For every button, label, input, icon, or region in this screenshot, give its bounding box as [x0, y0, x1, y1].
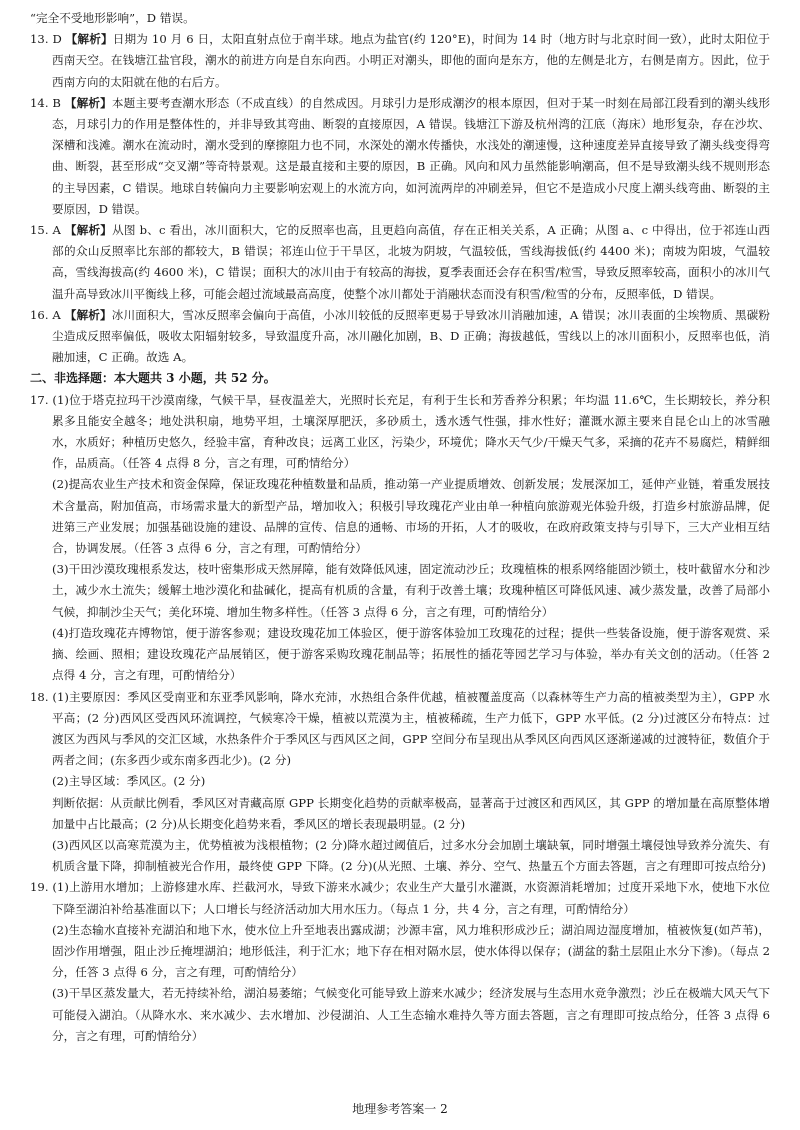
text-line-continued: “完全不受地形影响”，D 错误。: [30, 11, 195, 25]
answer-16-head: 16. A: [30, 307, 61, 322]
answer-15: [30, 220, 770, 305]
answer-14-head: 14. B: [30, 95, 62, 110]
analysis-tag-14: 【解析】: [64, 95, 112, 110]
answer-13-body: 日期为 10 月 6 日，太阳直射点位于南半球。地点为盐官(约 120°E)，时间为 14 时（地方时与北京时间一致），此时太阳位于西南天空。在钱塘江盐官段，潮水的前进方向是自东向西。小明正对潮头，即他的面向是东方，他的左侧是北方，右侧是南方。因此，位于西南方向的太阳就在他的右后方。: [52, 32, 770, 89]
answer-17-part-2: (2)提高农业生产技术和资金保障，保证玫瑰花种植数量和品质，推动第一产业提质增效、创新发展；发展深加工，延伸产业链，着重发展技术含量高，附加值高，市场需求量大的新型产品，增加收入；积极引导玫瑰花产业由单一种植向旅游观光体验升级，打造乡村旅游品牌，促进第三产业发展；加强基础设施的建设、品牌的宣传、信息的通畅、市场的开拓，人才的吸收，在政府政策支持与引导下，三大产业相互结合，协调发展。（任答 3 点得 6 分，言之有理，可酌情给分）: [52, 477, 770, 556]
answer-16-body: 冰川面积大，雪冰反照率会偏向于高值，小冰川较低的反照率更易于导致冰川消融加速，A 错误；冰川表面的尘埃物质、黑碳粉尘造成反照率偏低，吸收太阳辐射较多，导致温度升高，冰川融化加剧，B、D 正确；海拔越低，雪线以上的冰川面积小，反照率也低，消融加速，C 正确。故选 A。: [52, 307, 770, 365]
answer-18-part-1: 18. (1)主要原因：季风区受南亚和东亚季风影响，降水充沛，水热组合条件优越，植被覆盖度高（以森林等生产力高的植被类型为主），GPP 水平高；(2 分)西风区受西风环流调控，气候寒冷干燥，植被以荒漠为主，植被稀疏，生产力低下，GPP 水平低。(2 分)过渡区分布特点：过渡区为西风与季风的交汇区域，水热条件介于季风区与西风区之间，GPP 空间分布呈现出从季风区向西风区逐渐递减的过渡特征，数值介于两者之间；(东多西少或东南多西北少)。(2 分): [30, 689, 770, 768]
answer-18-part-2-basis: 判断依据：从贡献比例看，季风区对青藏高原 GPP 长期变化趋势的贡献率极高，显著高于过渡区和西风区，其 GPP 的增加量在高原整体增加量中占比最高；(2 分)从长期变化趋势来看，季风区的增长表现最明显。(2 分): [52, 795, 770, 831]
answer-17-part-4: (4)打造玫瑰花卉博物馆，便于游客参观；建设玫瑰花加工体验区，便于游客体验加工玫瑰花的过程；提供一些装备设施，便于游客观赏、采摘、绘画、照相；建设玫瑰花产品展销区，便于游客采购玫瑰花制品等；拓展性的插花等园艺学习与体验，举办有关文创的活动。（任答 2 点得 4 分，言之有理，可酌情给分）: [52, 625, 770, 683]
answer-19-part-1: 19. (1)上游用水增加；上游修建水库、拦截河水，导致下游来水减少；农业生产大量引水灌溉，水资源消耗增加；过度开采地下水，使地下水位下降至湖泊补给基准面以下；人口增长与经济活动加大用水压力。（每点 1 分，共 4 分，言之有理，可酌情给分）: [30, 880, 770, 916]
analysis-tag-16: 【解析】: [64, 307, 112, 322]
answer-18-part-2: (2)主导区域：季风区。(2 分): [52, 774, 206, 789]
answer-15-head: 15. A: [30, 223, 61, 238]
answer-13-head: 13. D: [30, 32, 62, 47]
answer-19-part-2: (2)生态输水直接补充湖泊和地下水，使水位上升至地表出露成湖；沙源丰富，风力堆积形成沙丘；湖泊周边湿度增加，植被恢复(如芦苇)，固沙作用增强，阻止沙丘掩埋湖泊；地形低洼，利于汇水；地下存在相对隔水层，使水体得以保存；(湖盆的黏土层阻止水分下渗)。（每点 2 分，任答 3 点得 6 分，言之有理，可酌情给分）: [52, 922, 770, 980]
answer-15-body: 从图 b、c 看出，冰川面积大，它的反照率也高，且更趋向高值，存在正相关关系，A 正确；从图 a、c 中得出，位于祁连山西部的众山反照率比东部的都较大，B 错误；祁连山位于干旱区，北坡为阴坡，气温较低，雪线海拔低(约 4400 米)；南坡为阳坡，气温较高，雪线海拔高(约 4600 米)，C 错误；面积大的冰川由于有较高的海拔，夏季表面还会存在积雪/粒雪，导致反照率较高，面积小的冰川气温升高导致冰川平衡线上移，可能会超过流域最高高度，使整个冰川都处于消融状态而没有积雪/粒雪的分布，反照率低，D 错误。: [52, 223, 770, 301]
section-heading-nonchoice: 二、非选择题：本大题共 3 小题，共 52 分。: [30, 371, 276, 386]
answer-16: [30, 305, 770, 369]
answer-19-part-3: (3)干旱区蒸发量大，若无持续补给，湖泊易萎缩；气候变化可能导致上游来水减少；经济发展与生态用水竞争激烈；沙丘在极端大风天气下可能侵入湖泊。（从降水水、来水减少、去水增加、沙侵湖泊、人工生态输水难持久等方面去答题，言之有理即可按点给分，任答 3 点得 6 分，言之有理，可酌情给分）: [52, 986, 770, 1043]
answer-17-part-1: 17. (1)位于塔克拉玛干沙漠南缘，气候干旱，昼夜温差大，光照时长充足，有利于生长和芳香养分积累；年均温 11.6℃，生长期较长，养分积累多且能安全越冬；地处洪积扇，地势平坦，土壤深厚肥沃，多砂质土，透水透气性强，排水性好；灌溉水源主要来自昆仑山上的冰雪融水，水质好；种植历史悠久，经验丰富，育种改良；远离工业区，污染少，环境优；降水天气少/干燥天气多，采摘的花卉不易腐烂，精鲜细作，品质高。（任答 4 点得 8 分，言之有理，可酌情给分）: [30, 392, 770, 471]
analysis-tag-15: 【解析】: [64, 223, 113, 238]
analysis-tag-13: 【解析】: [65, 32, 113, 47]
answer-14: [30, 93, 770, 220]
answer-14-body: 本题主要考查潮水形态（不成直线）的自然成因。月球引力是形成潮汐的根本原因，但对于某一时刻在局部江段看到的潮头线形态，月球引力的作用是整体性的，并非导致其弯曲、断裂的直接原因，A 错误。钱塘江下游及杭州湾的江底（海床）地形复杂，存在沙坎、深槽和浅滩。潮水在流动时，潮水受到的摩擦阻力也不同，水深处的潮水传播快，水浅处的潮速慢，这种速度差异直接导致了潮头线变得弯曲、断裂，甚至形成“交叉潮”等奇特景观。这是最直接和主要的原因，B 正确。风向和风力虽然能影响潮高，但不是导致潮头线不规则形态的主导因素，C 错误。地球自转偏向力主要影响宏观上的水流方向，如河流两岸的冲刷差异，但它不是造成小尺度上潮头线弯曲、断裂的主要原因，D 错误。: [52, 95, 770, 216]
answer-17-part-3: (3)干田沙漠玫瑰根系发达，枝叶密集形成天然屏障，能有效降低风速，固定流动沙丘；玫瑰植株的根系网络能固沙锁土，枝叶截留水分和沙土，减少水土流失；缓解土地沙漠化和盐碱化，提高有机质的含量，有利于改善土壤；玫瑰种植区可降低风速、减少蒸发量，改善了局部小气候，抑制沙尘天气；美化环境、增加生物多样性。（任答 3 点得 6 分，言之有理，可酌情给分）: [52, 562, 770, 619]
answer-18-part-3: (3)西风区以高寒荒漠为主，优势植被为浅根植物；(2 分)降水超过阈值后，过多水分会加剧土壤缺氧，同时增强土壤侵蚀导致养分流失、有机质含量下降，抑制植被光合作用，最终使 GPP 下降。(2 分)(从光照、土壤、养分、空气、热量五个方面去答题，言之有理即可按点给分): [52, 837, 770, 874]
answer-13: [30, 29, 770, 93]
page-footer: 地理参考答案一 2: [352, 1102, 448, 1116]
